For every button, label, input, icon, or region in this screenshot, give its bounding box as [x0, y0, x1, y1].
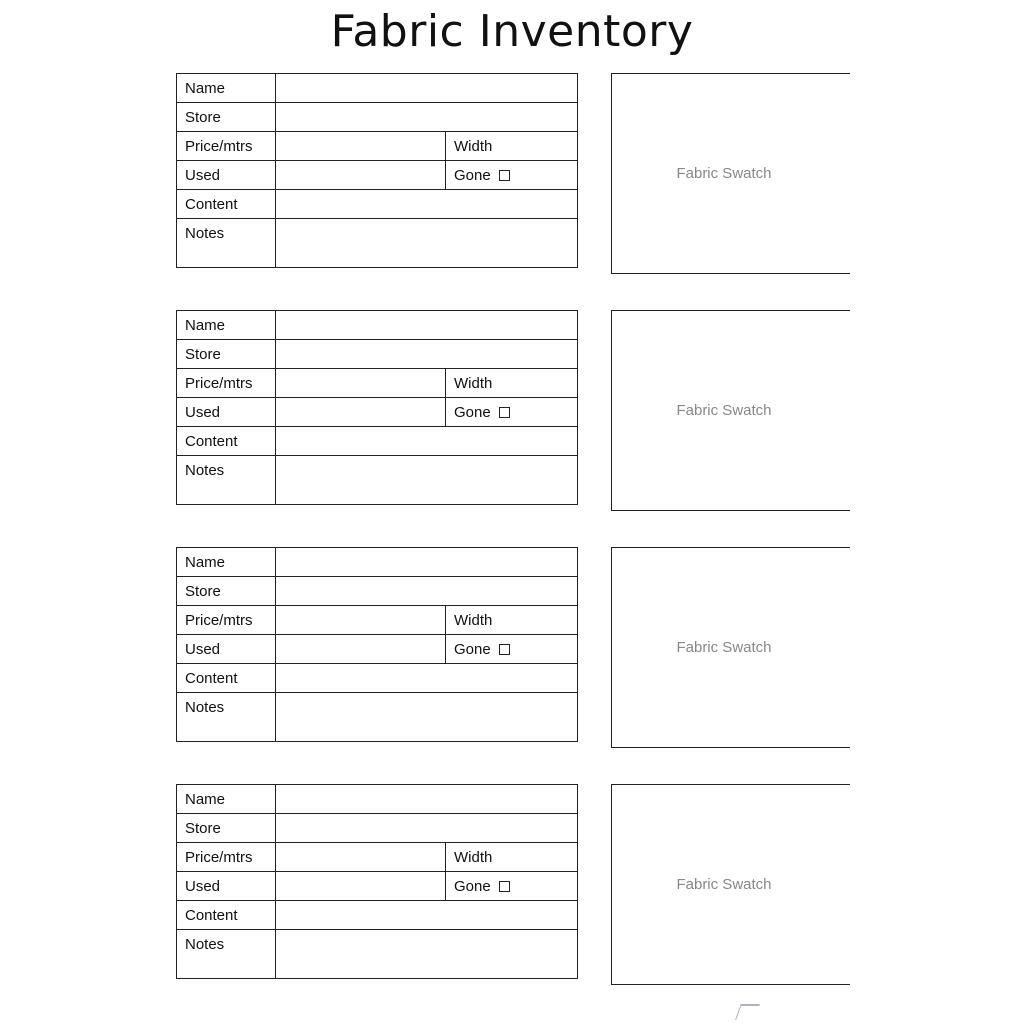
- notes-field[interactable]: [276, 219, 578, 268]
- content-field[interactable]: [276, 190, 578, 219]
- name-field[interactable]: [276, 311, 578, 340]
- fabric-entry-card: [176, 547, 849, 748]
- gone-cell: [446, 872, 578, 901]
- fabric-entry-form: [176, 784, 578, 979]
- notes-label: Notes: [177, 456, 276, 505]
- content-row: [177, 427, 578, 456]
- notes-row: [177, 219, 578, 268]
- notes-label: Notes: [177, 219, 276, 268]
- content-field[interactable]: [276, 427, 578, 456]
- fabric-swatch-label: Fabric Swatch: [676, 876, 772, 893]
- brand-logo: [738, 1004, 858, 1026]
- store-field[interactable]: [276, 103, 578, 132]
- notes-row: [177, 930, 578, 979]
- fabric-swatch-box[interactable]: [611, 73, 850, 274]
- used-field[interactable]: [276, 161, 446, 190]
- notes-row: [177, 693, 578, 742]
- content-label: Content: [177, 190, 276, 219]
- gone-label: Gone: [454, 640, 491, 658]
- store-label: Store: [177, 340, 276, 369]
- gone-label: Gone: [454, 877, 491, 895]
- width-field[interactable]: [446, 369, 578, 398]
- used-row: [177, 161, 578, 190]
- name-row: [177, 311, 578, 340]
- content-row: [177, 190, 578, 219]
- used-field[interactable]: [276, 398, 446, 427]
- used-row: [177, 872, 578, 901]
- content-label: Content: [177, 664, 276, 693]
- content-row: [177, 901, 578, 930]
- store-field[interactable]: [276, 577, 578, 606]
- price-field[interactable]: [276, 132, 446, 161]
- gone-label: Gone: [454, 166, 491, 184]
- price-row: [177, 369, 578, 398]
- price-row: [177, 843, 578, 872]
- fabric-entry-card: [176, 73, 849, 274]
- store-row: [177, 103, 578, 132]
- name-field[interactable]: [276, 74, 578, 103]
- notes-field[interactable]: [276, 693, 578, 742]
- used-label: Used: [177, 398, 276, 427]
- fabric-swatch-label: Fabric Swatch: [676, 165, 772, 182]
- store-label: Store: [177, 103, 276, 132]
- price-field[interactable]: [276, 369, 446, 398]
- price-label: Price/mtrs: [177, 606, 276, 635]
- gone-checkbox[interactable]: [499, 881, 510, 892]
- store-row: [177, 814, 578, 843]
- fabric-entry-form: [176, 73, 578, 268]
- page-title: Fabric Inventory: [330, 6, 694, 57]
- gone-label: Gone: [454, 403, 491, 421]
- fabric-entry-card: [176, 784, 849, 985]
- fabric-entry-card: [176, 310, 849, 511]
- price-row: [177, 132, 578, 161]
- fabric-swatch-box[interactable]: [611, 784, 850, 985]
- width-label: Width: [454, 611, 493, 629]
- price-row: [177, 606, 578, 635]
- gone-checkbox[interactable]: [499, 407, 510, 418]
- width-field[interactable]: [446, 606, 578, 635]
- notes-label: Notes: [177, 930, 276, 979]
- name-label: Name: [177, 311, 276, 340]
- price-label: Price/mtrs: [177, 132, 276, 161]
- content-label: Content: [177, 427, 276, 456]
- name-label: Name: [177, 785, 276, 814]
- gone-cell: [446, 398, 578, 427]
- fabric-swatch-label: Fabric Swatch: [676, 402, 772, 419]
- store-label: Store: [177, 577, 276, 606]
- content-label: Content: [177, 901, 276, 930]
- used-label: Used: [177, 161, 276, 190]
- name-label: Name: [177, 548, 276, 577]
- name-row: [177, 548, 578, 577]
- fabric-swatch-box[interactable]: [611, 310, 850, 511]
- width-field[interactable]: [446, 843, 578, 872]
- used-row: [177, 635, 578, 664]
- width-label: Width: [454, 848, 493, 866]
- store-field[interactable]: [276, 814, 578, 843]
- used-field[interactable]: [276, 872, 446, 901]
- content-field[interactable]: [276, 901, 578, 930]
- fabric-entry-form: [176, 310, 578, 505]
- content-field[interactable]: [276, 664, 578, 693]
- used-label: Used: [177, 872, 276, 901]
- used-label: Used: [177, 635, 276, 664]
- notes-field[interactable]: [276, 456, 578, 505]
- width-label: Width: [454, 137, 493, 155]
- fabric-swatch-box[interactable]: [611, 547, 850, 748]
- notes-field[interactable]: [276, 930, 578, 979]
- price-label: Price/mtrs: [177, 369, 276, 398]
- gone-checkbox[interactable]: [499, 170, 510, 181]
- price-field[interactable]: [276, 606, 446, 635]
- name-row: [177, 785, 578, 814]
- fabric-entry-form: [176, 547, 578, 742]
- used-row: [177, 398, 578, 427]
- gone-cell: [446, 161, 578, 190]
- fabric-swatch-label: Fabric Swatch: [676, 639, 772, 656]
- store-row: [177, 577, 578, 606]
- width-field[interactable]: [446, 132, 578, 161]
- width-label: Width: [454, 374, 493, 392]
- name-label: Name: [177, 74, 276, 103]
- name-row: [177, 74, 578, 103]
- content-row: [177, 664, 578, 693]
- store-label: Store: [177, 814, 276, 843]
- used-field[interactable]: [276, 635, 446, 664]
- notes-label: Notes: [177, 693, 276, 742]
- hanger-logo-icon: [735, 1004, 760, 1020]
- price-label: Price/mtrs: [177, 843, 276, 872]
- store-field[interactable]: [276, 340, 578, 369]
- notes-row: [177, 456, 578, 505]
- name-field[interactable]: [276, 785, 578, 814]
- gone-cell: [446, 635, 578, 664]
- gone-checkbox[interactable]: [499, 644, 510, 655]
- store-row: [177, 340, 578, 369]
- name-field[interactable]: [276, 548, 578, 577]
- price-field[interactable]: [276, 843, 446, 872]
